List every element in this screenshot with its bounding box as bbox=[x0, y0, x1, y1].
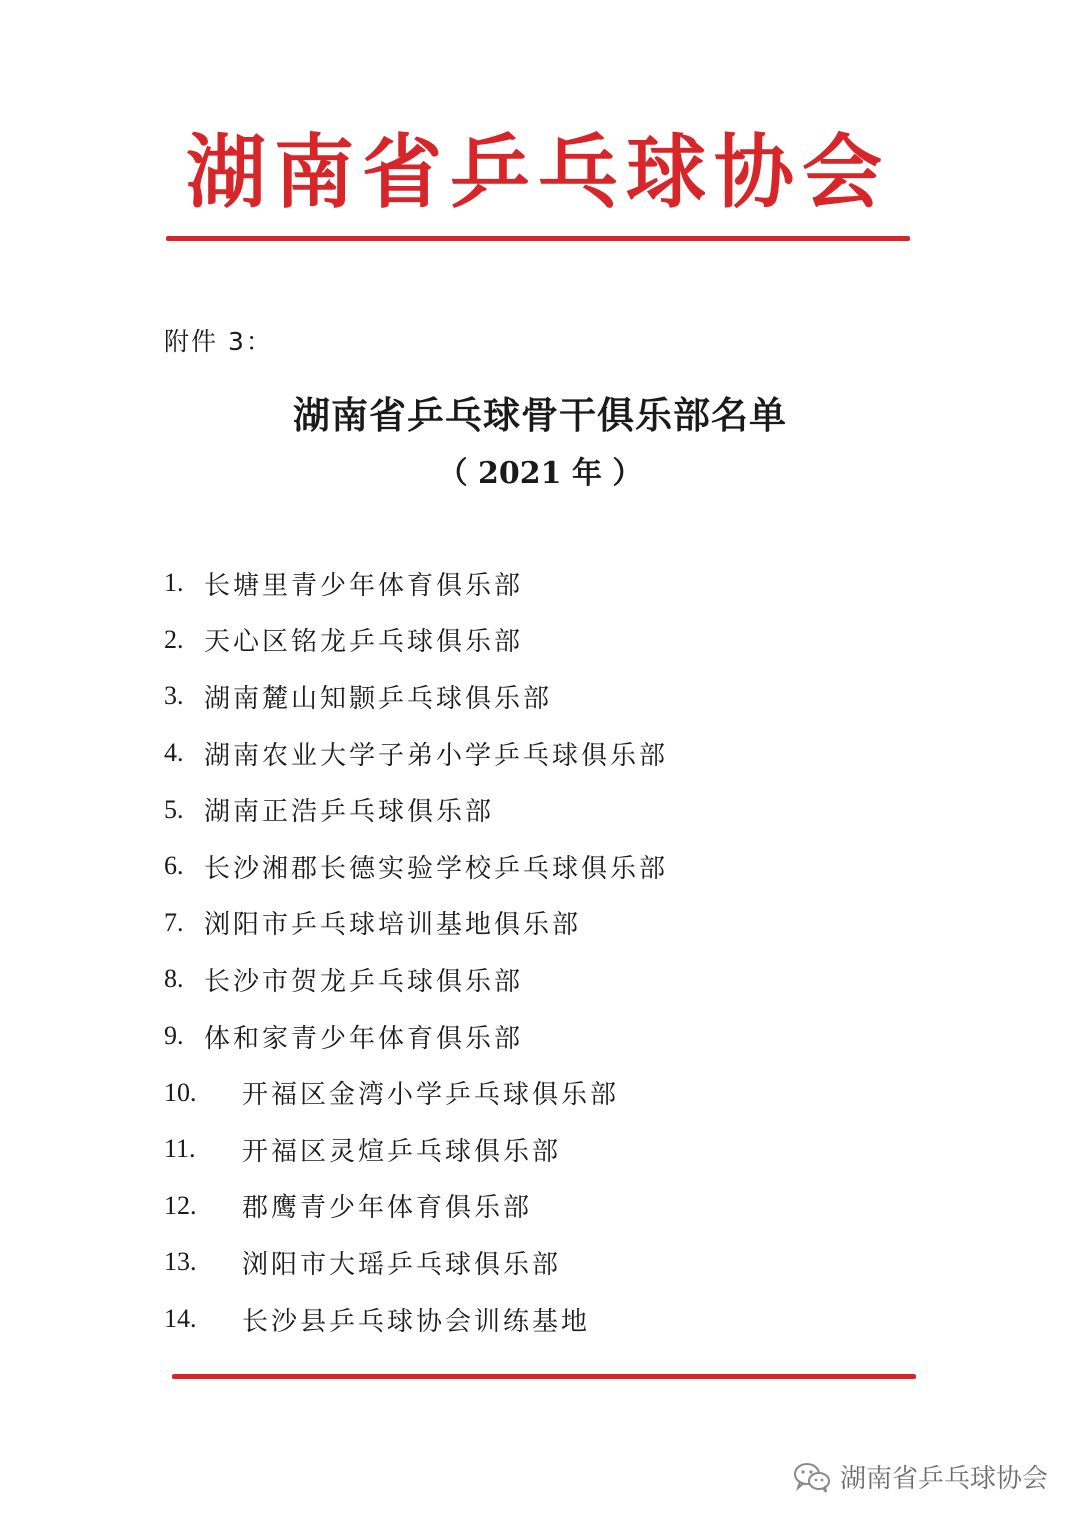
list-item-name: 湖南麓山知颢乒乓球俱乐部 bbox=[204, 683, 553, 714]
list-item-name: 湖南正浩乒乓球俱乐部 bbox=[204, 797, 495, 828]
list-item-number: 13. bbox=[164, 1247, 197, 1277]
list-item-name: 体和家青少年体育俱乐部 bbox=[204, 1023, 524, 1054]
document-title: 湖南省乒乓球骨干俱乐部名单 bbox=[293, 393, 787, 437]
list-item-number: 6. bbox=[164, 851, 184, 881]
wechat-icon bbox=[792, 1461, 832, 1493]
list-item bbox=[164, 1008, 924, 1065]
list-item-number: 2. bbox=[164, 624, 184, 654]
list-item-number: 4. bbox=[164, 738, 184, 768]
list-item bbox=[164, 1064, 924, 1121]
letterhead-title: 湖南省乒乓球协会 bbox=[186, 125, 890, 219]
list-item bbox=[164, 1234, 924, 1291]
list-item bbox=[164, 668, 924, 725]
list-item bbox=[164, 1291, 924, 1348]
list-item-name: 郡鹰青少年体育俱乐部 bbox=[242, 1193, 533, 1224]
list-item-name: 长沙县乒乓球协会训练基地 bbox=[242, 1306, 591, 1337]
list-item-name: 浏阳市乒乓球培训基地俱乐部 bbox=[204, 910, 582, 941]
club-list bbox=[164, 555, 924, 1347]
list-item bbox=[164, 555, 924, 612]
list-item-number: 7. bbox=[164, 907, 184, 937]
attachment-label: 附件 3： bbox=[164, 327, 273, 356]
list-item-number: 1. bbox=[164, 568, 184, 598]
list-item bbox=[164, 838, 924, 895]
watermark-text: 湖南省乒乓球协会 bbox=[839, 1464, 1048, 1494]
list-item-name: 长塘里青少年体育俱乐部 bbox=[204, 570, 524, 601]
wechat-watermark bbox=[792, 1458, 1048, 1495]
list-item-name: 长沙市贺龙乒乓球俱乐部 bbox=[204, 966, 524, 997]
list-item bbox=[164, 781, 924, 838]
list-item-name: 开福区金湾小学乒乓球俱乐部 bbox=[242, 1080, 620, 1111]
list-item-number: 8. bbox=[164, 964, 184, 994]
list-item-number: 5. bbox=[164, 794, 184, 824]
list-item-name: 天心区铭龙乒乓球俱乐部 bbox=[204, 627, 524, 658]
list-item-name: 湖南农业大学子弟小学乒乓球俱乐部 bbox=[204, 740, 669, 771]
list-item bbox=[164, 951, 924, 1008]
list-item-number: 12. bbox=[164, 1190, 197, 1220]
list-item-name: 浏阳市大瑶乒乓球俱乐部 bbox=[242, 1249, 562, 1280]
list-item-number: 3. bbox=[164, 681, 184, 711]
letterhead bbox=[160, 112, 916, 232]
list-item-number: 9. bbox=[164, 1021, 184, 1051]
list-item bbox=[164, 1121, 924, 1178]
list-item-name: 开福区灵煊乒乓球俱乐部 bbox=[242, 1136, 562, 1167]
footer-red-rule bbox=[172, 1374, 916, 1379]
list-item-number: 14. bbox=[164, 1304, 197, 1334]
list-item bbox=[164, 895, 924, 952]
list-item bbox=[164, 1178, 924, 1235]
list-item-number: 10. bbox=[164, 1077, 197, 1107]
list-item bbox=[164, 612, 924, 669]
document-year: （ 2021 年 ） bbox=[437, 456, 643, 491]
list-item-name: 长沙湘郡长德实验学校乒乓球俱乐部 bbox=[204, 853, 669, 884]
letterhead-red-rule bbox=[166, 236, 910, 241]
list-item-number: 11. bbox=[164, 1134, 196, 1164]
list-item bbox=[164, 725, 924, 782]
